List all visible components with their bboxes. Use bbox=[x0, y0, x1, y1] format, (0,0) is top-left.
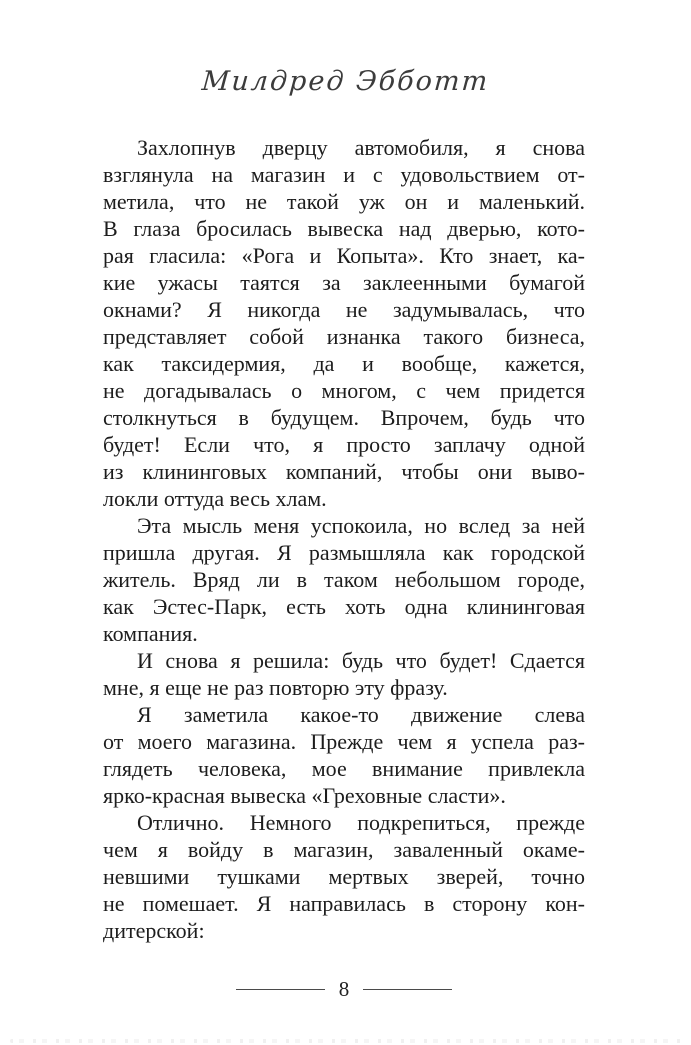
page-footer bbox=[103, 975, 585, 1003]
text-line: ярко-красная вывеска «Греховные сласти». bbox=[103, 783, 506, 808]
text-line: окнами? Я никогда не задумывалась, что bbox=[103, 297, 585, 322]
text-line: Отлично. Немного подкрепиться, прежде bbox=[137, 810, 585, 835]
text-line: житель. Вряд ли в таком небольшом городе, bbox=[103, 567, 585, 592]
page-number: 8 bbox=[338, 976, 350, 1001]
text-line: не догадывалась о многом, с чем придется bbox=[103, 378, 585, 403]
text-line: Эта мысль меня успокоила, но вслед за ней bbox=[137, 513, 585, 538]
text-line: кие ужасы таятся за заклеенными бумагой bbox=[103, 270, 585, 295]
text-line: как Эстес-Парк, есть хоть одна клининговая bbox=[103, 594, 585, 619]
text-line: Захлопнув дверцу автомобиля, я снова bbox=[137, 135, 585, 160]
text-line: метила, что не такой уж он и маленький. bbox=[103, 189, 585, 214]
next-page-text-artifact bbox=[10, 1039, 683, 1043]
paragraph bbox=[103, 701, 585, 809]
text-line: компания. bbox=[103, 621, 198, 646]
body-text bbox=[103, 134, 585, 944]
text-line: локли оттуда весь хлам. bbox=[103, 486, 327, 511]
text-line: из клининговых компаний, чтобы они выво- bbox=[103, 459, 585, 484]
text-line: представляет собой изнанка такого бизнеса, bbox=[103, 324, 585, 349]
text-line: дитерской: bbox=[103, 918, 205, 943]
text-line: невшими тушками мертвых зверей, точно bbox=[103, 864, 585, 889]
text-line: от моего магазина. Прежде чем я успела раз- bbox=[103, 729, 585, 754]
paragraph bbox=[103, 647, 585, 701]
text-line: взглянула на магазин и с удовольствием от- bbox=[103, 162, 585, 187]
running-head-author: Милдред Эбботт bbox=[200, 66, 491, 97]
text-line: как таксидермия, да и вообще, кажется, bbox=[103, 351, 585, 376]
text-line: Я заметила какое-то движение слева bbox=[137, 702, 585, 727]
footer-rule-left bbox=[236, 989, 325, 990]
paragraph bbox=[103, 134, 585, 512]
text-line: не помешает. Я направилась в сторону кон- bbox=[103, 891, 585, 916]
text-line: В глаза бросилась вывеска над дверью, кото- bbox=[103, 216, 585, 241]
text-line: столкнуться в будущем. Впрочем, будь что bbox=[103, 405, 585, 430]
text-line: будет! Если что, я просто заплачу одной bbox=[103, 432, 585, 457]
footer-rule-right bbox=[363, 989, 452, 990]
text-line: рая гласила: «Рога и Копыта». Кто знает, ка- bbox=[103, 243, 585, 268]
text-line: глядеть человека, мое внимание привлекла bbox=[103, 756, 585, 781]
paragraph bbox=[103, 512, 585, 647]
text-line: чем я войду в магазин, заваленный окаме- bbox=[103, 837, 585, 862]
text-line: пришла другая. Я размышляла как городской bbox=[103, 540, 585, 565]
paragraph bbox=[103, 809, 585, 944]
text-line: мне, я еще не раз повторю эту фразу. bbox=[103, 675, 448, 700]
text-line: И снова я решила: будь что будет! Сдается bbox=[137, 648, 585, 673]
